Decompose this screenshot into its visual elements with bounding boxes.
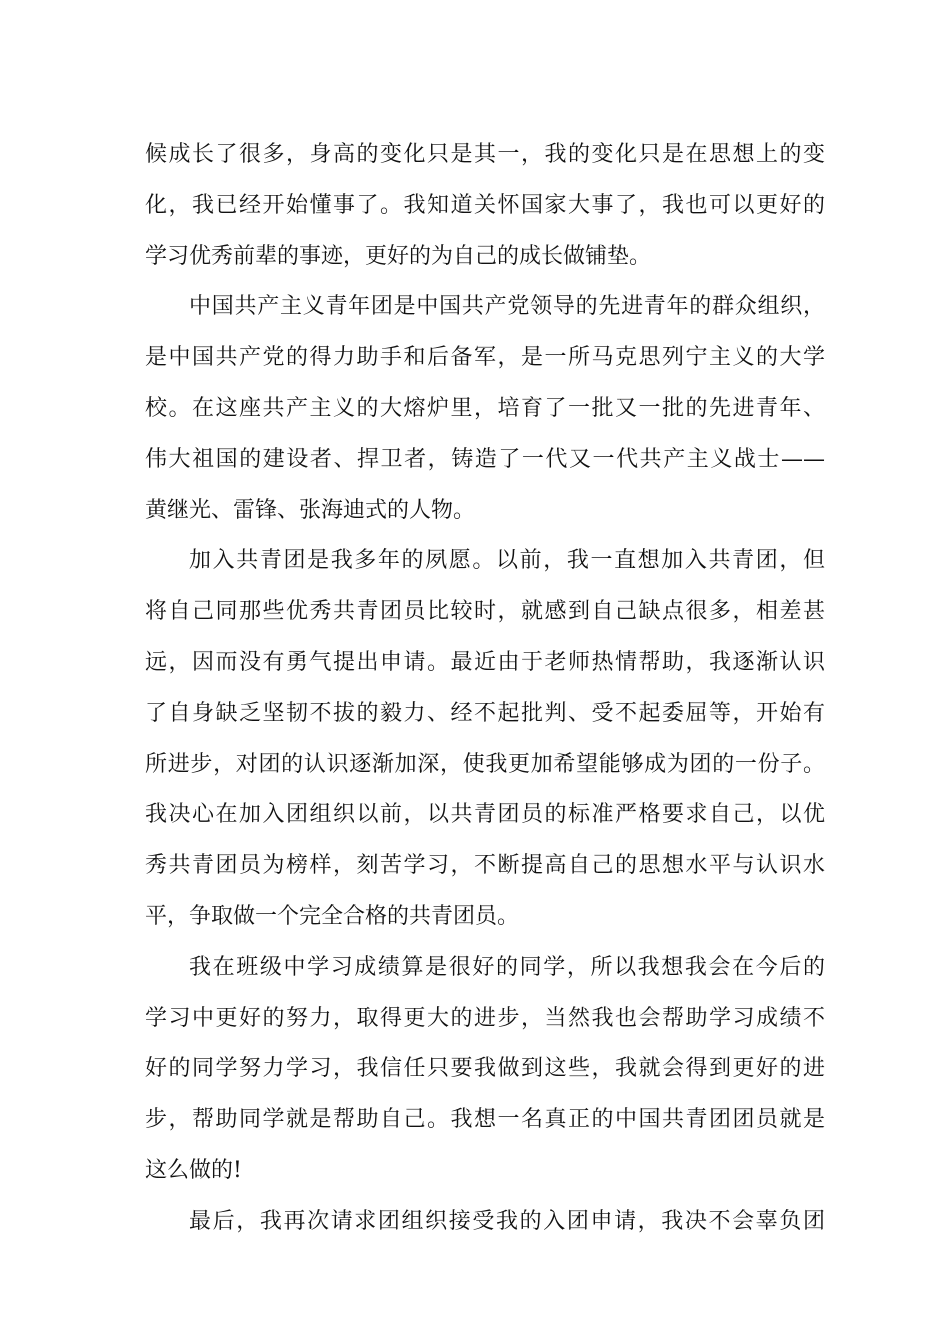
- text-line: 伟大祖国的建设者、捍卫者，铸造了一代又一代共产主义战士——: [145, 446, 825, 472]
- document-body: [145, 130, 825, 1248]
- text-line: 远，因而没有勇气提出申请。最近由于老师热情帮助，我逐渐认识: [145, 649, 825, 675]
- text-line: 了自身缺乏坚韧不拔的毅力、经不起批判、受不起委屈等，开始有: [145, 700, 825, 726]
- text-line: 我决心在加入团组织以前，以共青团员的标准严格要求自己，以优: [145, 802, 825, 828]
- text-line: 黄继光、雷锋、张海迪式的人物。: [145, 497, 476, 523]
- text-line: 所进步，对团的认识逐渐加深，使我更加希望能够成为团的一份子。: [145, 751, 825, 777]
- text-line: 将自己同那些优秀共青团员比较时，就感到自己缺点很多，相差甚: [145, 599, 825, 625]
- paragraph-1: [145, 130, 825, 282]
- text-line: 平，争取做一个完全合格的共青团员。: [145, 903, 520, 929]
- text-line: 候成长了很多，身高的变化只是其一，我的变化只是在思想上的变: [145, 142, 825, 167]
- paragraph-3: [145, 536, 825, 942]
- text-line: 这么做的!: [145, 1157, 242, 1183]
- paragraph-4: [145, 943, 825, 1197]
- text-line: 学习中更好的努力，取得更大的进步，当然我也会帮助学习成绩不: [145, 1005, 825, 1031]
- text-line: 化，我已经开始懂事了。我知道关怀国家大事了，我也可以更好的: [145, 192, 825, 218]
- text-line: 我在班级中学习成绩算是很好的同学，所以我想我会在今后的: [189, 954, 825, 980]
- text-line: 秀共青团员为榜样，刻苦学习，不断提高自己的思想水平与认识水: [145, 853, 825, 879]
- text-line: 步，帮助同学就是帮助自己。我想一名真正的中国共青团团员就是: [145, 1107, 825, 1133]
- text-line: 最后，我再次请求团组织接受我的入团申请，我决不会辜负团: [189, 1208, 825, 1234]
- text-line: 是中国共产党的得力助手和后备军，是一所马克思列宁主义的大学: [145, 345, 825, 371]
- paragraph-2: [145, 282, 825, 536]
- text-line: 加入共青团是我多年的夙愿。以前，我一直想加入共青团，但: [189, 548, 825, 574]
- text-line: 中国共产主义青年团是中国共产党领导的先进青年的群众组织，: [189, 294, 825, 320]
- paragraph-5: [145, 1197, 825, 1248]
- text-line: 好的同学努力学习，我信任只要我做到这些，我就会得到更好的进: [145, 1056, 825, 1082]
- text-line: 校。在这座共产主义的大熔炉里，培育了一批又一批的先进青年、: [145, 395, 825, 421]
- text-line: 学习优秀前辈的事迹，更好的为自己的成长做铺垫。: [145, 243, 652, 269]
